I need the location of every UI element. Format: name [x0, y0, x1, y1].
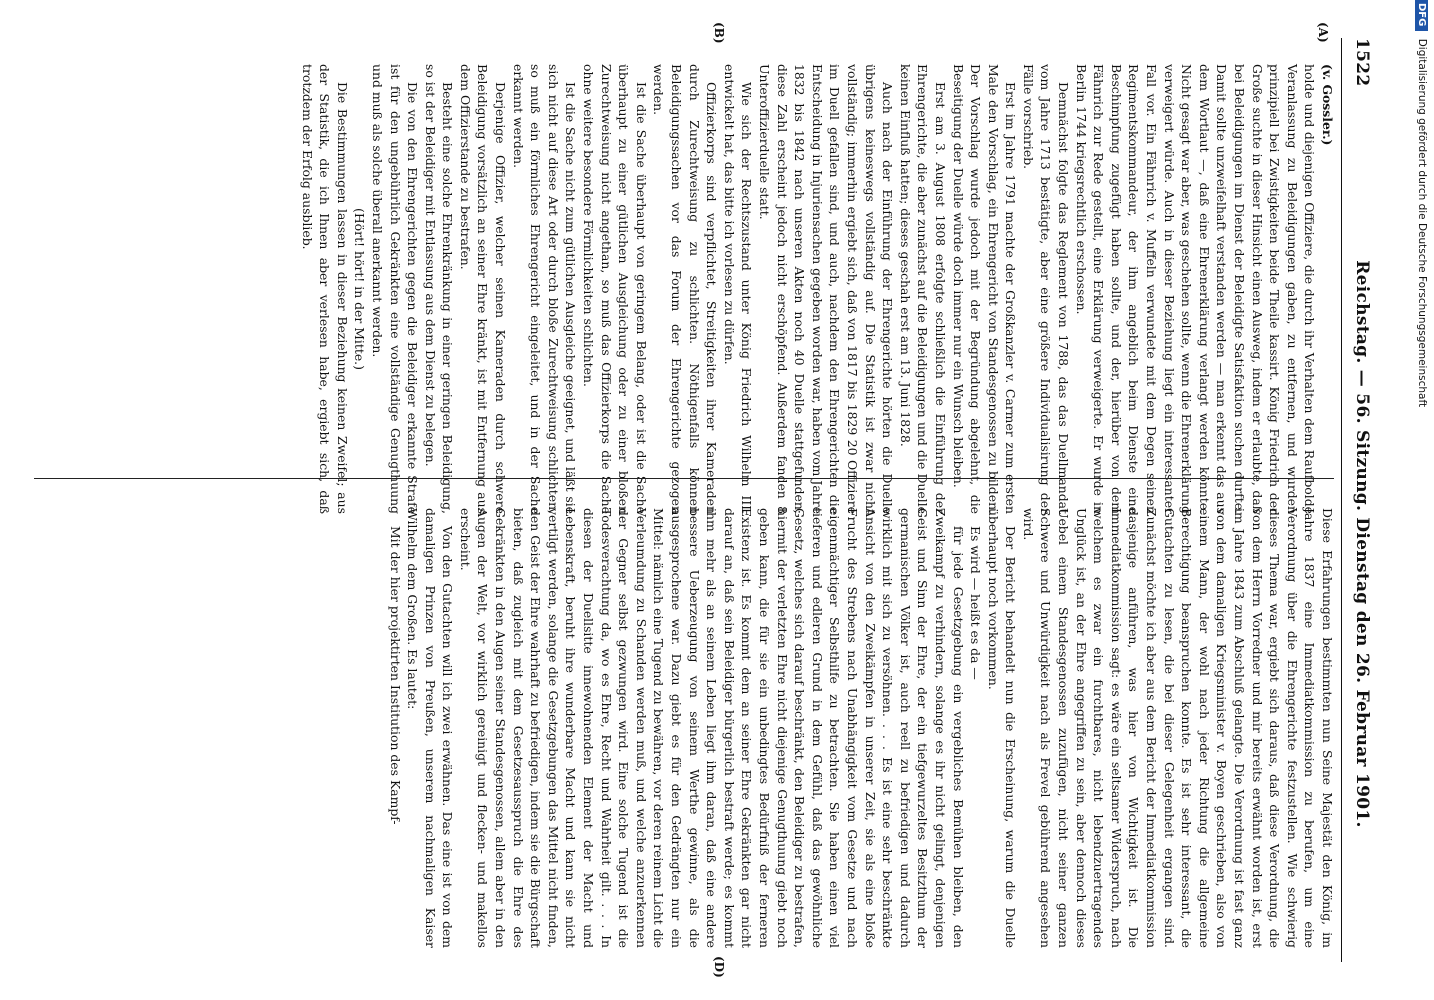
page-title: Reichstag. — 56. Sitzung. Dienstag den 26. Februar 1901. — [1352, 260, 1372, 828]
paragraph: Wie sich der Rechtszustand unter König Friedrich Wilhelm III. entwickelt hat, das bitte ich vorlesen zu dürfen. — [721, 64, 755, 514]
paragraph: Es wird — heißt es da — — [968, 526, 984, 680]
quoted-paragraph: Derjenige Offizier, welcher seinen Kameraden durch schwere Beleidigung vorsätzlich an seiner Ehre kränkt, ist mit Entfernung aus dem Offizierstande zu bestrafen. — [457, 64, 509, 514]
page-number: 1522 — [1352, 38, 1372, 87]
quoted-paragraph: Mit der hier projektirten Institution des Kampf- — [387, 526, 403, 825]
quoted-paragraph: Ist die Sache nicht zum gütlichen Ausgleiche geeignet, und läßt sie sich nicht auf diese Art oder durch bloße Zurechtweisung schlichten, so muß ein förmliches Ehrengericht eingeleitet, und in der Sache erkannt werden. — [510, 64, 579, 514]
credit-text: Digitalisierung gefördert durch die Deutsche Forschungsgemeinschaft — [1416, 38, 1428, 408]
page-header — [1348, 38, 1376, 960]
paragraph: Die Bestimmungen lassen in dieser Beziehung keinen Zweifel; aus der Statistik, die ich Ihnen aber verlesen habe, ergiebt sich, daß trotzdem der Erfolg ausblieb. — [299, 64, 350, 514]
paragraph: Diese Erfahrungen bestimmten nun Seine Majestät den König, im Jahre 1837 eine Immediatkommission zu berufen, um eine Verordnung über die Ehrengerichte festzustellen. Wie schwierig dieses Thema war, ergiebt sich daraus, daß diese Verordnung, die von dem Herrn Vorredner und mir bereits erwähnt worden ist, erst im Jahre 1843 zum Abschluß gelangte. Die Verordnung ist fast ganz von dem damaligen Kriegsminister v. Boyen geschrieben, also von einem Mann, der wohl nach jeder Richtung die allgemeine Berechtigung beanspruchen konnte. Es ist sehr interessant, die Gutachten zu lesen, die bei dieser Gelegenheit ergangen sind. Zunächst möchte ich aber aus dem Bericht der Immediatkommission dasjenige anführen, was hier von Wichtigkeit ist. Die Immediatkommission sagt: es wäre ein seltsamer Widerspruch, nach welchem es zwar ein furchtbares, nicht lebendzuertragendes Unglück ist, an der Ehre angegriffen zu sein, aber dennoch dieses Uebel einem Standesgenossen zuzufügen, nicht seiner ganzen Schwere und Unwürdigkeit nach als Frevel gebührend angesehen wird. — [1020, 508, 1335, 948]
quoted-paragraph: für jede Gesetzgebung ein vergebliches Bemühen bleiben, den Zweikampf zu verhindern, solange es ihr nicht gelingt, denjenigen Geist und Sinn der Ehre, der ein tiefgewurzeltes Besitzthum der germanischen Völker ist, auch reell zu befriedigen und dadurch wirklich mit sich zu versöhnen. . . . Es ist eine sehr beschränkte Ansicht von den Zweikämpfen in unserer Zeit, sie als eine bloße Frucht des Strebens nach Unabhängigkeit vom Gesetze und nach eigenmächtiger Selbsthilfe zu betrachten. Sie haben einen viel tieferen und edleren Grund in dem Gefühl, daß das gewöhnliche Gesetz, welches sich darauf beschränkt, den Beleidiger zu bestrafen, hiermit der verletzten Ehre nicht diejenige Genugthuung giebt noch geben kann, die für sie ein unbedingtes Bedürfniß der ferneren Existenz ist. Es kommt dem an seiner Ehre Gekränkten gar nicht darauf an, daß sein Beleidiger bürgerlich bestraft werde; es kommt ihm mehr als an seinem Leben liegt ihm daran, daß eine andere bessere Ueberzeugung von seinem Werthe gewinne, als die ausgesprochene war. Dazu giebt es für den Gedrängten nur ein Mittel: nämlich eine Tugend zu bewähren, vor deren reinem Licht die Verleumdung zu Schanden werden muß, und welche anzuerkennen der Gegner selbst gezwungen wird. Eine solche Tugend ist die Todesverachtung da, wo es Ehre, Recht und Wahrheit gilt. . . . In diesen der Duellsitte innewohnenden Element der Macht und Lebenskraft, beruht ihre wunderbare Macht und kann sie nicht vertilgt werden, solange die Gesetzgebungen das Mittel nicht finden, den Geist der Ehre wahrhaft zu befriedigen, indem sie die Bürgschaft bieten, daß zugleich mit dem Gesetzesausspruch die Ehre des Gekränkten in den Augen seiner Standesgenossen, allem aber in den Augen der Welt, vor wirklich gereinigt und flecken- und makellos erscheint. — [457, 508, 966, 948]
column-divider — [34, 478, 1334, 479]
paragraph: holde und diejenigen Offiziere, die durch ihr Verhalten dem Raufbolde Veranlassung zu Beleidigungen gaben, zu entfernen, und wurden prinzipiell bei Zwistigkeiten beide Theile kassirt. König Friedrich der Große suchte in dieser Hinsicht einen Ausweg, indem er erlaubte, daß bei Beleidigungen im Dienst der Beleidigte Satisfaktion suchen durfte. Damit sollte unzweifelhaft verstanden werden — man erkennt das aus dem Wortlaut —, daß eine Ehrenerklärung verlangt werden könnte. Nicht gesagt war aber, was geschehen sollte, wenn die Ehrenerklärung verweigert würde. Auch in dieser Beziehung liegt ein interessanter Fall vor. Ein Fähnrich v. Muffeln verwundete mit dem Degen seinen Regimentskommandeur, der ihm angeblich beim Dienste eine Beschimpfung zugefügt haben sollte, und der, hierüber von dem Fähnrich zur Rede gestellt, eine Erklärung verweigerte. Er wurde in Berlin 1744 kriegsrechtlich erschossen. — [1073, 64, 1318, 514]
quoted-paragraph: Ist die Sache überhaupt von geringem Belang, oder ist die Sache überhaupt zu einer gütlichen Ausgleichung oder zu einer bloßen Zurechtweisung nicht angethan, so muß das Offizierkorps die Sache ohne weitere besondere Förmlichkeiten schlichten. — [581, 64, 649, 514]
paragraph: Von den Gutachten will ich zwei erwähnen. Das eine ist von dem damaligen Prinzen von Preußen, unserem nachmaligen Kaiser Wilhelm dem Großen. Es lautet: — [405, 508, 456, 948]
margin-label-d: (D) — [712, 956, 726, 978]
left-column — [298, 64, 1336, 514]
right-column — [386, 508, 1336, 948]
speaker-name: (v. Gossler.) — [1320, 64, 1335, 146]
paragraph: Demnächst folgte das Reglement von 1788, das das Duellmandat vom Jahre 1713 bestätigte, aber eine größere Individualisirung der Fälle vorschrieb. — [1020, 64, 1072, 514]
header-rule — [1341, 38, 1342, 962]
interjection: (Hört! hört! in der Mitte.) — [352, 208, 368, 370]
quoted-paragraph: Besteht eine solche Ehrenkränkung in einer geringen Beleidigung, so ist der Beleidiger mit Entlassung aus dem Dienst zu belegen. — [422, 64, 456, 514]
margin-label-a: (A) — [1316, 22, 1330, 43]
quoted-paragraph: Die von den Ehrengerichten gegen die Beleidiger erkannte Strafe ist für den ungebührlich Gekränkten eine vollständige Genugthuung und muß als solche überall anerkannt werden. — [369, 64, 421, 514]
quoted-paragraph: Offizierkorps sind verpflichtet, Streitigkeiten ihrer Kameraden durch Zurechtweisung zu schlichten. Nöthigenfalls können Beleidigungssachen vor das Forum der Ehrengerichte gezogen werden. — [651, 64, 720, 514]
paragraph: Der Bericht behandelt nun die Erscheinung, warum die Duelle überhaupt noch vorkommen. — [985, 508, 1019, 948]
dfg-logo: DFG — [1415, 0, 1428, 31]
paragraph: Erst am 3. August 1808 erfolgte schließlich die Einführung der Ehrengerichte, die aber zunächst auf die Beleidigungen und die Duelle keinen Einfluß hatten; dieses geschah erst am 13. Juni 1828. — [897, 64, 948, 514]
digitization-credit — [1404, 0, 1428, 992]
paragraph: Auch nach der Einführung der Ehrengerichte hörten die Duelle übrigens keineswegs vollständig auf. Die Statistik ist zwar nicht vollständig; immerhin ergiebt sich, daß von 1817 bis 1829 20 Offiziere im Duell gefallen sind, und auch, nachdem den Ehrengerichten die Entscheidung in Injuriensachen gegeben worden war, haben vom Jahre 1832 bis 1842 nach unseren Akten noch 40 Duelle stattgefunden; diese Zahl erscheint jedoch nicht erschöpfend. Außerdem fanden 8 Unteroffizierduelle statt. — [757, 64, 896, 514]
margin-label-b: (B) — [712, 22, 726, 44]
paragraph: Erst im Jahre 1791 machte der Großkanzler v. Carmer zum ersten Male den Vorschlag, ein Ehrengericht von Standesgenossen zu bilden. Der Vorschlag wurde jedoch mit der Begründung abgelehnt, die Beseitigung der Duelle würde doch immer nur ein Wunsch bleiben. — [950, 64, 1019, 514]
